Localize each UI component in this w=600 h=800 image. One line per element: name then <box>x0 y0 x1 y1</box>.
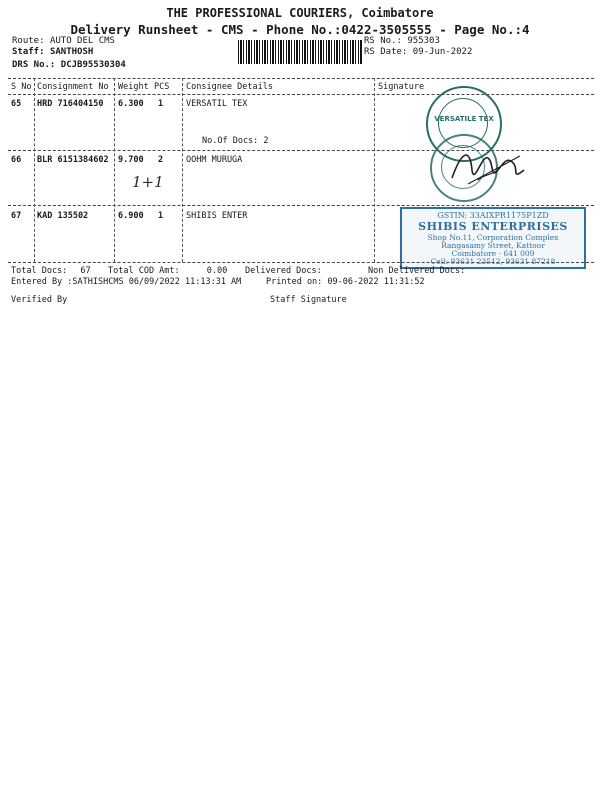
rs-date-value: 09-Jun-2022 <box>412 47 473 57</box>
row-weight: 9.700 <box>118 155 144 165</box>
row-pcs: 1 <box>158 211 164 221</box>
stamp-company-name: SHIBIS ENTERPRISES <box>418 220 568 233</box>
company-title: THE PROFESSIONAL COURIERS, Coimbatore <box>166 6 434 20</box>
staff-signature-label: Staff Signature <box>270 295 347 305</box>
total-cod-label: Total COD Amt: <box>108 266 180 276</box>
barcode <box>238 40 362 64</box>
rs-date-line <box>364 47 472 57</box>
row-divider <box>8 205 594 206</box>
row-consignment: HRD 716404150 <box>37 99 104 109</box>
route-value: AUTO DEL CMS <box>49 36 115 46</box>
column-header-signature: Signature <box>378 82 425 92</box>
rs-no-line <box>364 36 440 46</box>
verified-by: Verified By <box>11 295 68 305</box>
row-consignee: VERSATIL TEX <box>186 99 248 109</box>
row-consignment: BLR 6151384602 <box>37 155 109 165</box>
column-header-sno: S No <box>11 82 32 92</box>
column-divider <box>182 78 183 262</box>
entered-by: Entered By :SATHISHCMS 06/09/2022 11:13:31 AM <box>11 277 242 287</box>
row-consignee: OOHM MURUGA <box>186 155 243 165</box>
row-sno: 66 <box>11 155 22 165</box>
column-header-consignment: Consignment No <box>37 82 109 92</box>
row-weight: 6.300 <box>118 99 144 109</box>
route-label: Route: <box>12 36 45 46</box>
column-header-pcs: PCS <box>154 82 170 92</box>
table-header-rule <box>8 94 594 95</box>
column-header-weight: Weight <box>118 82 149 92</box>
rs-date-label: RS Date: <box>364 47 408 57</box>
printed-on: Printed on: 09-06-2022 11:31:52 <box>266 277 425 287</box>
total-docs-value: 67 <box>80 266 91 276</box>
row-sno: 65 <box>11 99 22 109</box>
stamp-phone: Cell: 93631 23512, 93631 87218 <box>430 257 556 266</box>
total-docs <box>11 266 91 276</box>
handwritten-signature <box>448 140 528 190</box>
staff-label: Staff: <box>12 47 45 57</box>
drs-label: DRS No.: <box>12 60 56 70</box>
drs-line <box>12 60 126 70</box>
delivered-docs-label: Delivered Docs: <box>245 266 322 276</box>
staff-value: SANTHOSH <box>49 47 94 57</box>
stamp-address-line3: Coimbatore - 641 009 <box>451 249 535 258</box>
stamp-gstin: GSTIN: 33AIXPR1175P1ZD <box>437 211 549 220</box>
column-divider <box>374 78 375 262</box>
row-sno: 67 <box>11 211 22 221</box>
total-cod <box>108 266 227 276</box>
column-divider <box>34 78 35 262</box>
row-consignee: SHIBIS ENTER <box>186 211 248 221</box>
rs-no-value: 955303 <box>407 36 440 46</box>
row-consignment: KAD 135502 <box>37 211 89 221</box>
stamp-address-line2: Rangasamy Street, Kattoor <box>441 241 545 250</box>
total-docs-label: Total Docs: <box>11 266 68 276</box>
stamp-address-line1: Shop No.11, Corporation Complex <box>427 233 559 242</box>
row-doc-count: No.Of Docs: 2 <box>202 136 269 146</box>
row-pcs: 1 <box>158 99 164 109</box>
row-weight: 6.900 <box>118 211 144 221</box>
column-header-consignee: Consignee Details <box>186 82 273 92</box>
round-stamp-text: VERSATILE TEX <box>434 115 494 123</box>
table-top-rule <box>8 78 594 79</box>
shibis-enterprises-stamp <box>400 207 586 269</box>
handwritten-pcs-note: 1+1 <box>132 173 164 191</box>
non-delivered-docs-label: Non Delivered Docs: <box>368 266 466 276</box>
staff-line <box>12 47 93 57</box>
route-line <box>12 36 115 46</box>
drs-value: DCJB95530304 <box>60 60 126 70</box>
rs-no-label: RS No.: <box>364 36 402 46</box>
row-pcs: 2 <box>158 155 164 165</box>
column-divider <box>114 78 115 262</box>
runsheet-subtitle: Delivery Runsheet - CMS - Phone No.:0422-3505555 - Page No.:4 <box>70 22 530 37</box>
total-cod-value: 0.00 <box>206 266 228 276</box>
